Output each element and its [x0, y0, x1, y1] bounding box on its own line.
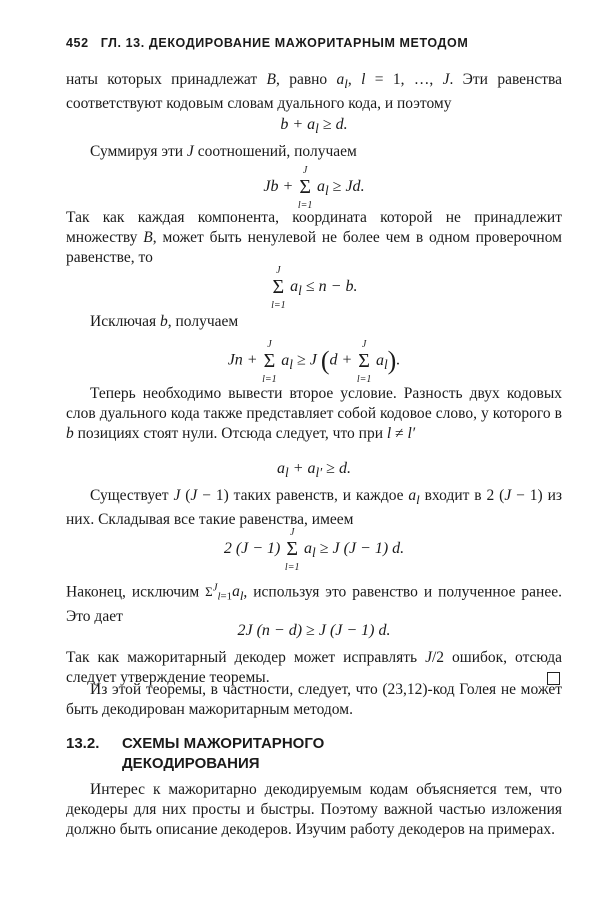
paragraph-2: Суммируя эти J соотношений, получаем	[90, 143, 357, 160]
section-title-line-2: ДЕКОДИРОВАНИЯ	[122, 755, 260, 772]
running-header	[66, 36, 546, 50]
formula-2: Jb + J Σ l=1 $a_l \ge Jd$.	[263, 165, 365, 211]
paragraph-6: Существует J (J − 1) таких равенств, и каждое $a_l$ входит в 2 (J − 1) из них. Складывая все такие равенства, имеем	[66, 487, 562, 529]
paragraph-1: наты которых принадлежат B, равно $a_l$, l = 1, …, J. Эти равенства соответствуют кодовым словам дуального кода, и поэтому	[66, 71, 563, 113]
paragraph-4: Исключая b, получаем	[90, 313, 239, 330]
formula-1: $b + a_l \ge d$.	[280, 116, 348, 137]
formula-3: J Σ l=1 $a_l \le n - b$.	[271, 265, 358, 311]
paragraph-3: Так как каждая компонента, координата которой не принадлежит множеству B, может быть ненулевой не более чем в одном проверочном равенстве, то	[66, 209, 562, 266]
formula-6: 2 (J − 1) J Σ l=1 $a_l \ge J$ (J − 1) d.	[223, 527, 405, 573]
running-title: ГЛ. 13. ДЕКОДИРОВАНИЕ МАЖОРИТАРНЫМ МЕТОДОМ	[100, 36, 469, 50]
formula-4: Jn + J Σ l=1 $a_l \ge J$ (d + J Σ l=1 $a_l$).	[227, 338, 401, 385]
paragraph-10: Интерес к мажоритарно декодируемым кодам объясняется тем, что декодеры для них просты и быстры. Поэтому важной частью изложения должно быть описание декодеров. Изучим работу декодеров на примерах.	[66, 781, 562, 838]
sum-symbol: J Σ l=1	[271, 265, 286, 311]
paragraph-8: Так как мажоритарный декодер может исправлять J/2 ошибок, отсюда следует утверждение теоремы.	[66, 649, 562, 686]
sum-symbol: J Σ l=1	[262, 338, 277, 385]
section-title-line-1: СХЕМЫ МАЖОРИТАРНОГО	[122, 735, 325, 752]
page-number: 452	[66, 36, 89, 50]
sum-symbol: J Σ l=1	[284, 527, 300, 573]
paragraph-9: Из этой теоремы, в частности, следует, что (23,12)-код Голея не может быть декодирован мажоритарным методом.	[66, 681, 562, 718]
paragraph-5: Теперь необходимо вывести второе условие. Разность двух кодовых слов дуального кода также представляет собой кодовое слово, у которого в b позициях стоят нули. Отсюда следует, что при l ≠ l′	[66, 385, 562, 442]
paragraph-7: Наконец, исключим $\Sigma^J_{l=1}a_l$, используя это равенство и полученное ранее. Это дает	[66, 582, 562, 625]
section-number: 13.2.	[66, 735, 100, 752]
section-heading	[66, 734, 562, 774]
sum-symbol: J Σ l=1	[356, 338, 372, 385]
formula-5: $a_l + a_{l'} \ge d$.	[277, 460, 351, 481]
formula-7: 2J (n − d) ≥ J (J − 1) d.	[237, 622, 391, 639]
sum-symbol: J Σ l=1	[297, 165, 313, 211]
